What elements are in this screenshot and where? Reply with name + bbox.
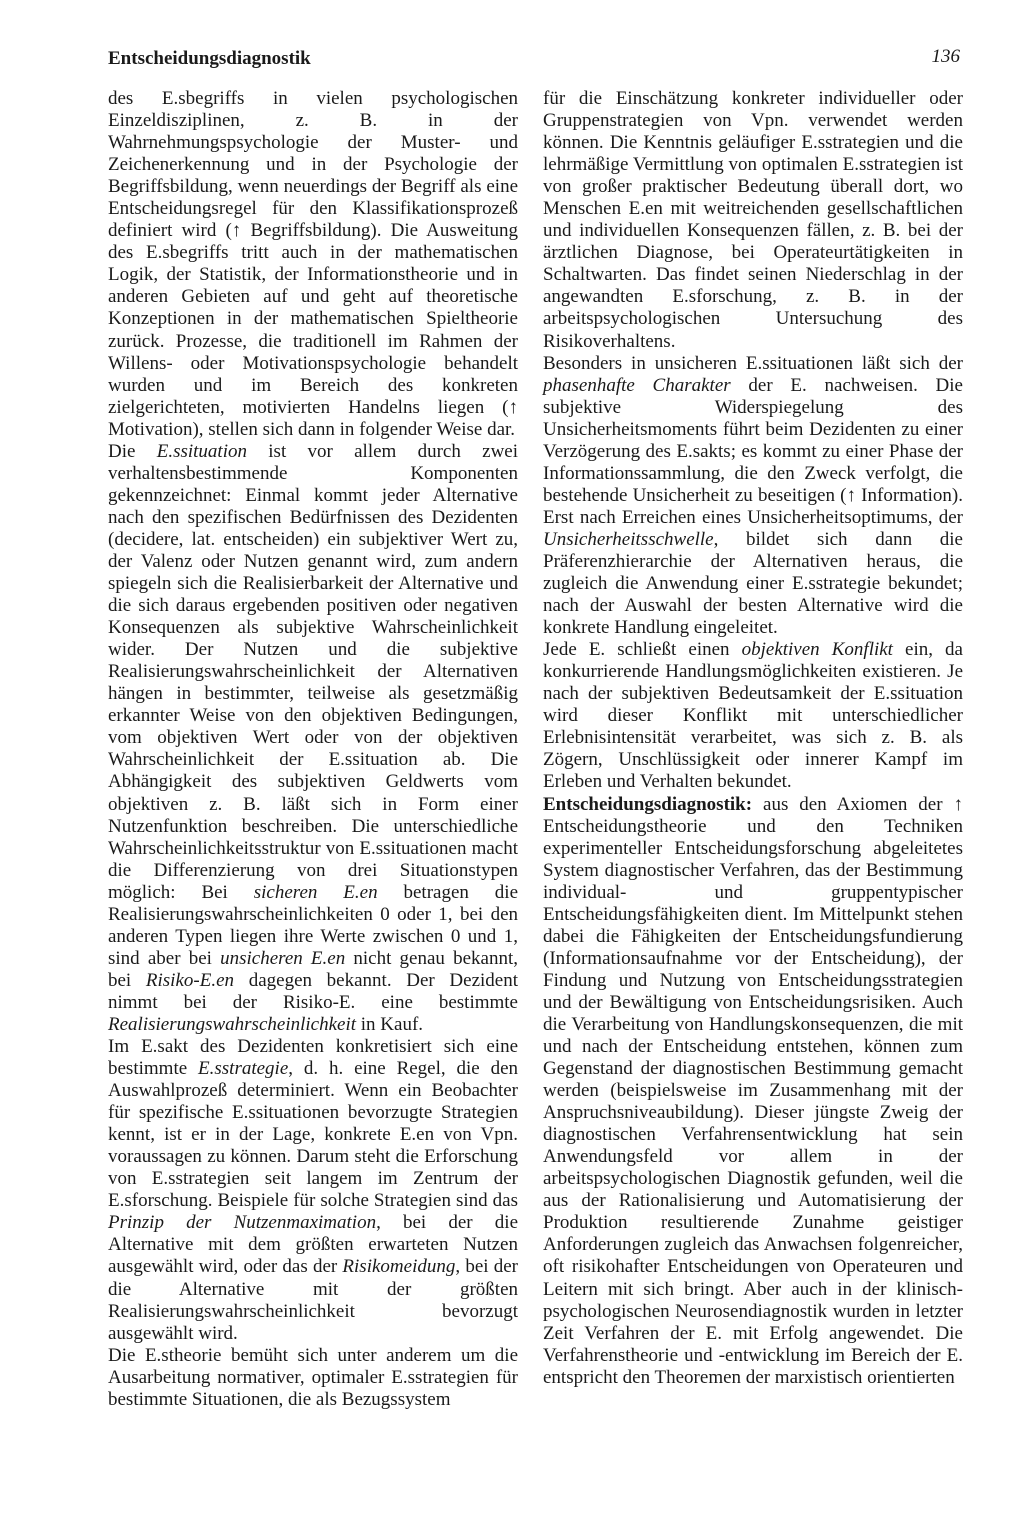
paragraph: des E.sbegriffs in vielen psychologischen Einzeldisziplinen, z. B. in der Wahrnehmungspsychologie der Muster- und Zeichenerkennung und in der Psychologie der Begriffsbildung, wenn neuerdings der Begriff als eine Entscheidungsregel für den Klassifikationsprozeß definiert wird (↑ Begriffsbildung). Die Ausweitung des E.sbegriffs tritt auch in der mathematischen Logik, der Statistik, der Informationstheorie und in anderen Gebieten auf und geht auf theoretische Konzeptionen in der mathematischen Spieltheorie zurück. Prozesse, die traditionell im Rahmen der Willens- oder Motivationspsychologie behandelt wurden und im Bereich des konkreten zielgerichteten, motivierten Handelns liegen (↑ Motivation), stellen sich dann in folgender Weise dar. (108, 88, 518, 440)
text-run: ist vor allem durch zwei verhaltensbestimmende Komponenten gekennzeichnet: Einmal kommt jeder Alternative nach den spezifischen Bedürfnissen des Dezidenten (decidere, lat. entscheiden) ein subjektiver Wert zu, der Valenz oder Nutzen genannt wird, zum andern spiegeln sich die Realisierbarkeit der Alternative und die sich daraus ergebenden positiven oder negativen Konsequenzen als subjektive Wahrscheinlichkeit wider. Der Nutzen und die subjektive Realisierungswahrscheinlichkeit der Alternativen hängen in bestimmter, teilweise als gesetzmäßig erkannter Weise von den objektiven Bedingungen, vom objektiven Wert oder von der objektiven Wahrscheinlichkeit der E.ssituation ab. Die Abhängigkeit des subjektiven Geldwerts vom objektiven z. B. läßt sich in Form einer Nutzenfunktion beschreiben. Die unterschiedliche Wahrscheinlichkeitsstruktur von E.ssituationen macht die Differenzierung von drei Situationstypen möglich: Bei (108, 440, 518, 903)
text-run: nicht genau bekannt, bei (108, 947, 518, 991)
italic-term: sicheren E.en (253, 881, 378, 903)
text-run: in Kauf. (356, 1013, 424, 1035)
italic-term: unsicheren E.en (220, 947, 346, 969)
italic-term: Realisierungswahrscheinlichkeit (108, 1013, 357, 1035)
paragraph (543, 639, 963, 793)
entry-lemma: Entscheidungsdiagnostik: (543, 793, 753, 815)
italic-term: E.sstrategie (198, 1058, 289, 1080)
paragraph (108, 1036, 518, 1345)
text-run: ein, da konkurrierende Handlungsmöglichkeiten existieren. Je nach der subjektiven Bedeutsamkeit der E.ssituation wird dieser Konflikt mit unterschiedlicher Erlebnisintensität verarbeitet, was sich z. B. als Zögern, Unschlüssigkeit oder innerer Kampf im Erleben und Verhalten bekundet. (543, 639, 963, 793)
italic-term: Unsicherheitsschwelle (543, 528, 714, 550)
paragraph (543, 353, 963, 640)
entry-text: aus den Axiomen der ↑ Entscheidungstheorie und den Techniken experimenteller Entscheidungsforschung abgeleitetes System diagnostischer Verfahren, das der Bestimmung individual- und gruppentypischer Entscheidungsfähigkeiten dient. Im Mittelpunkt stehen dabei die Fähigkeiten der Entscheidungsfundierung (Informationsaufnahme vor der Entscheidung), der Findung und Nutzung von Entscheidungsstrategien und der Bewältigung von Entscheidungsrisiken. Auch die Verarbeitung von Handlungskonsequenzen, die mit und nach der Entscheidung entstehen, können zum Gegenstand der diagnostischen Bestimmung gemacht werden (beispielsweise im Zusammenhang mit der Anspruchsniveaubildung). Dieser jüngste Zweig der diagnostischen Verfahrensentwicklung hat sein Anwendungsfeld vor allem in der arbeitspsychologischen Diagnostik gefunden, weil die aus der Rationalisierung und Automatisierung der Produktion resultierende Zunahme geistiger Anforderungen zugleich das Anwachsen folgenreicher, oft risikohafter Entscheidungen von Operateuren und Leitern mit sich bringt. Aber auch in der klinisch-psychologischen Neurosendiagnostik wurden in letzter Zeit Verfahren der E. mit Erfolg angewendet. Die Verfahrenstheorie und -entwicklung im Bereich der E. entspricht den Theoremen der marxistisch orientierten (543, 793, 963, 1388)
text-run: betragen die Realisierungswahrscheinlichkeiten 0 oder 1, bei den anderen Typen liegen ihre Werte zwischen 0 und 1, sind aber bei (108, 881, 519, 969)
text-run: , bei der die Alternative mit der größten Realisierungswahrscheinlichkeit bevorzugt ausgewählt wird. (108, 1256, 518, 1344)
text-run: Die (108, 440, 157, 462)
italic-term: Risiko-E.en (145, 969, 235, 991)
text-run: dagegen bekannt. Der Dezident nimmt bei der Risiko-E. eine bestimmte (108, 969, 518, 1013)
text-run: Besonders in unsicheren E.ssituationen läßt sich der (543, 352, 963, 374)
italic-term: Prinzip der Nutzenmaximation (108, 1212, 377, 1234)
right-column (543, 88, 963, 1389)
italic-term: Risikomeidung (342, 1256, 456, 1278)
text-run: Im E.sakt des Dezidenten konkretisiert sich eine bestimmte (108, 1036, 518, 1080)
text-run: , d. h. eine Regel, die den Auswahlprozeß determiniert. Wenn ein Beobachter für spezifische E.ssituationen bevorzugte Strategien kennt, ist er in der Lage, konkrete E.en von Vpn. voraussagen zu können. Darum steht die Erforschung von E.sstrategien seit langem im Zentrum der E.sforschung. Beispiele für solche Strategien sind das (108, 1058, 519, 1212)
italic-term: objektiven Konflikt (741, 639, 893, 661)
text-run: der E. nachweisen. Die subjektive Widerspiegelung des Unsicherheitsmoments führt beim Dezidenten zu einer Verzögerung des E.sakts; es kommt zu einer Phase der Informationssammlung, die den Zweck verfolgt, die bestehende Unsicherheit zu beseitigen (↑ Information). Erst nach Erreichen eines Unsicherheitsoptimums, der (543, 374, 963, 528)
paragraph: für die Einschätzung konkreter individueller oder Gruppenstrategien von Vpn. verwendet werden können. Die Kenntnis geläufiger E.sstrategien und die lehrmäßige Vermittlung von optimalen E.sstrategien ist von großer praktischer Bedeutung überall dort, wo Menschen E.en mit weitreichenden gesellschaftlichen und individuellen Konsequenzen fällen, z. B. bei der ärztlichen Diagnose, bei Operateurtätigkeiten in Schaltwarten. Das findet seinen Niederschlag in der angewandten E.sforschung, z. B. in der arbeitspsychologischen Untersuchung des Risikoverhaltens. (543, 88, 963, 352)
text-run: , bildet sich dann die Präferenzhierarchie der Alternativen heraus, die zugleich die Anwendung einer E.sstrategie bekundet; nach der Auswahl der besten Alternative wird die konkrete Handlung eingeleitet. (543, 528, 963, 639)
paragraph (108, 441, 518, 1036)
left-column (108, 88, 518, 1411)
paragraph: Die E.stheorie bemüht sich unter anderem um die Ausarbeitung normativer, optimaler E.sstrategien für bestimmte Situationen, die als Bezugssystem (108, 1344, 518, 1410)
text-run: Jede E. schließt einen (543, 639, 742, 661)
italic-term: phasenhafte Charakter (543, 374, 731, 396)
running-head: Entscheidungsdiagnostik (108, 48, 311, 69)
italic-term: E.ssituation (156, 440, 247, 462)
dictionary-entry (543, 794, 963, 1389)
text-run: , bei der die Alternative mit dem größten erwarteten Nutzen ausgewählt wird, oder das der (108, 1212, 518, 1278)
page-number: 136 (931, 46, 960, 67)
